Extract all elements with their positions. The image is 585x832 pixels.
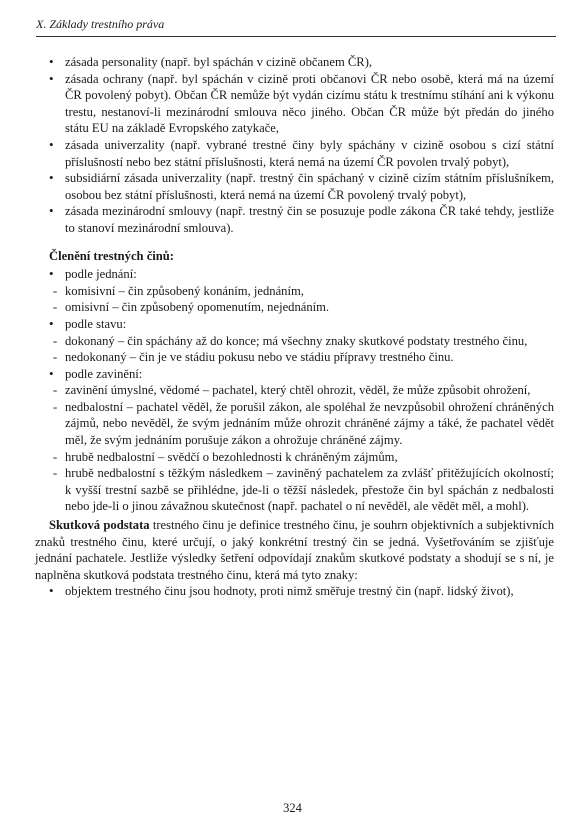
list-item [49,266,554,316]
term-bold: Skutková podstata [49,518,150,533]
group-label: podle stavu: [65,316,127,331]
list-item: • zásada ochrany (např. byl spáchán v cizině proti občanovi ČR nebo osobě, která má na území ČR povolený pobyt). Občan ČR nemůže být vydán cizímu státu k trestnímu stíhání ani k výkonu trestu, nestanoví-li mezinárodní smlouva něco jiného. Občan ČR může být předán do jiného státu EU na základě Evropského zatykače, [49,71,554,137]
skutkova-list [49,583,554,600]
list-item [49,366,554,515]
running-header: X. Základy trestního práva [36,17,165,31]
sub-list [49,382,554,515]
sub-list [49,333,554,366]
paragraph-text: trestného činu je definice trestného činu, je souhrn objektivních a subjektivních znaků trestného činu, které určují, o jaký konkrétní trestný čin se jedná. Vyšetřováním se zjišťuje jednání pachatele. Jestliže výsledky šetření odpovídají znakům skutkové podstaty a shodují se s ní, je naplněna skutková podstata trestného činu, která má tyto znaky: [35,518,554,582]
section-heading: Členění trestných činů: [49,248,175,263]
sub-list-item: - hrubě nedbalostní – svědčí o bezohlednosti k chráněným zájmům, [49,449,554,466]
group-label: podle jednání: [65,267,137,282]
sub-list-item: - zavinění úmyslné, vědomé – pachatel, který chtěl ohrozit, věděl, že může způsobit ohrožení, [49,382,554,399]
list-item [49,316,554,366]
sub-list-item: - komisivní – čin způsobený konáním, jednáním, [49,283,554,300]
list-item: • zásada univerzality (např. vybrané trestné činy byly spáchány v cizině osobou s cizí státní příslušností nebo bez státní příslušnosti, která nemá na území ČR povolen trvalý pobyt), [49,137,554,170]
page-number: 324 [283,801,302,815]
sub-list-item: - dokonaný – čin spáchány až do konce; má všechny znaky skutkové podstaty trestného činu, [49,333,554,350]
list-item: • zásada mezinárodní smlouvy (např. trestný čin se posuzuje podle zákona ČR také tehdy, jestliže to stanoví mezinárodní smlouva). [49,203,554,236]
skutkova-podstata-paragraph [35,517,554,583]
classification-list [49,266,554,515]
sub-list-item: - nedokonaný – čin je ve stádiu pokusu nebo ve stádiu přípravy trestného činu. [49,349,554,366]
group-label: podle zavinění: [65,366,143,381]
sub-list-item: - nedbalostní – pachatel věděl, že porušil zákon, ale spoléhal že nevzpůsobil ohrožení chráněných zájmů, nebo nevěděl, že svým jednáním může ohrozit chráněné zájmy a táké, že pachatel vědět měl, že svým jednáním porušuje zákon a ohrožuje chráněné zájmy. [49,399,554,449]
list-item: • subsidiární zásada univerzality (např. trestný čin spáchaný v cizině cizím státním příslušníkem, osobou bez státní příslušnosti, která nemá na území ČR povolený trvalý pobyt), [49,170,554,203]
sub-list-item: - omisivní – čin způsobený opomenutím, nejednáním. [49,299,554,316]
sub-list [49,283,554,316]
list-item: • objektem trestného činu jsou hodnoty, proti nimž směřuje trestný čin (např. lidský život), [49,583,554,600]
header-rule [36,36,556,37]
sub-list-item: - hrubě nedbalostní s těžkým následkem – zaviněný pachatelem za zvlášť přitěžujících okolností; k vyšší trestní sazbě se přihlédne, jde-li o těžší následek, přestože čin byl spáchán z nedbalosti nebo jde-li o jinou závažnou skutečnost (např. pachatel o ní nevěděl, ale vědět měl, a mohl). [49,465,554,515]
principles-list [49,54,554,237]
list-item: • zásada personality (např. byl spáchán v cizině občanem ČR), [49,54,554,71]
page-content [35,54,554,600]
